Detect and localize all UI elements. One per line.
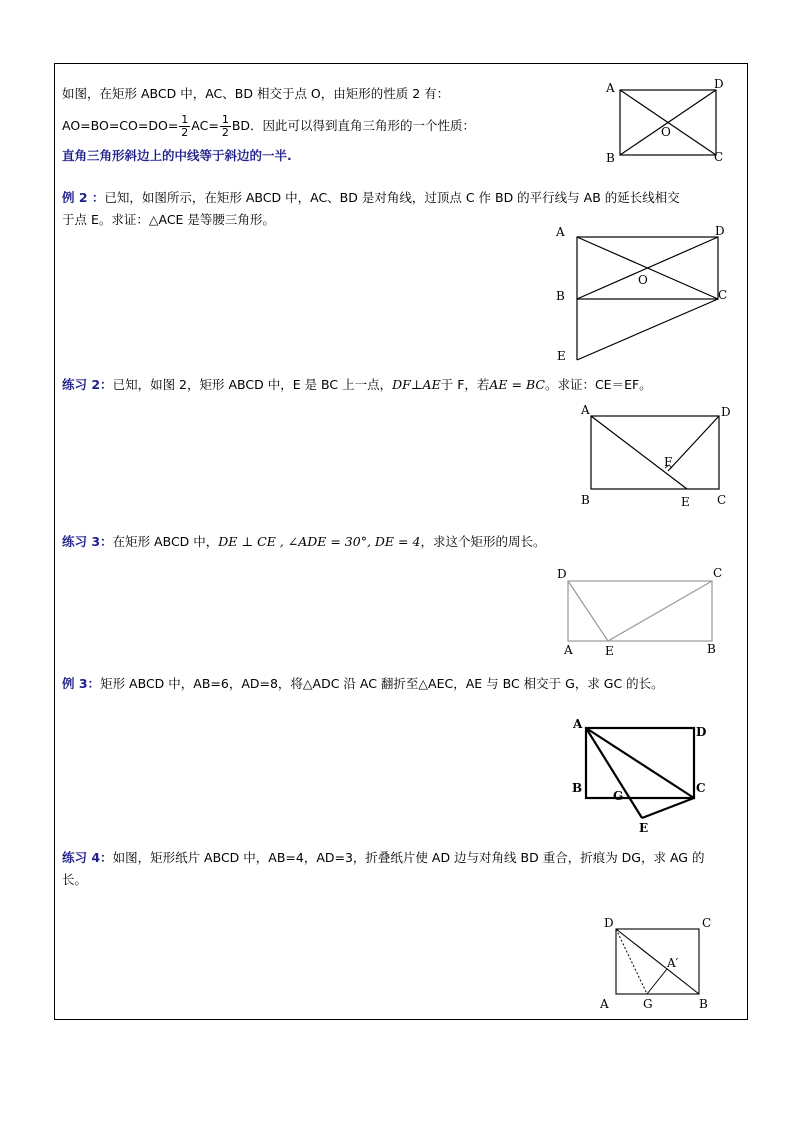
- fig2-label-d: D: [715, 224, 725, 238]
- exercise2-math1: DF⊥AE: [392, 377, 441, 392]
- intro-line2-mid: AC=: [191, 118, 219, 133]
- fig2-label-a: A: [556, 225, 565, 239]
- intro-property: 直角三角形斜边上的中线等于斜边的一半.: [62, 148, 292, 163]
- intro-line2-pre: AO=BO=CO=DO=: [62, 118, 179, 133]
- fig6-label-b: B: [699, 997, 708, 1011]
- fig3-label-d: D: [721, 405, 731, 419]
- example2-label: 例 2 ：: [62, 190, 105, 205]
- exercise3-math: DE ⊥ CE , ∠ADE = 30°, DE = 4: [218, 534, 421, 549]
- exercise3-text-post: ，求这个矩形的周长。: [420, 534, 546, 549]
- fig1-label-d: D: [714, 77, 724, 91]
- fig5-label-d: D: [696, 725, 707, 739]
- figure-rectangle-right-angle: [552, 566, 732, 661]
- exercise4-line1: [62, 847, 704, 869]
- figure-rectangle-extension: [550, 222, 740, 367]
- fig6-label-c: C: [702, 916, 712, 930]
- exercise2-text-mid: 于 F，若: [440, 377, 490, 392]
- example3-label: 例 3：: [62, 676, 101, 691]
- fig6-label-d: D: [604, 916, 614, 930]
- fig5-label-a: A: [573, 717, 583, 731]
- figure-rectangle-perpendicular: [575, 400, 735, 510]
- fig4-label-a: A: [564, 643, 573, 657]
- fig3-label-e: E: [681, 495, 690, 509]
- example3-text: 矩形 ABCD 中，AB=6，AD=8，将△ADC 沿 AC 翻折至△AEC，AE 与 BC 相交于 G，求 GC 的长。: [100, 676, 664, 691]
- exercise2-line: [62, 374, 652, 396]
- fig6-label-a: A: [600, 997, 609, 1011]
- fig4-label-e: E: [605, 644, 614, 658]
- fig1-label-c: C: [714, 150, 724, 164]
- exercise3-label: 练习 3：: [62, 534, 113, 549]
- fig4-label-c: C: [713, 566, 723, 580]
- fig3-label-b: B: [581, 493, 590, 507]
- figure-rectangle-diagonals: [600, 78, 730, 168]
- fig3-label-c: C: [717, 493, 727, 507]
- fig2-label-o: O: [638, 273, 648, 287]
- example2-text1: 已知，如图所示，在矩形 ABCD 中，AC、BD 是对角线，过顶点 C 作 BD 的平行线与 AB 的延长线相交: [104, 190, 680, 205]
- exercise2-label: 练习 2：: [62, 377, 113, 392]
- intro-line2: [62, 113, 475, 139]
- fig1-label-b: B: [606, 151, 615, 165]
- fig2-label-c: C: [718, 288, 728, 302]
- fraction-half-1: $\frac{1}{2}$: [181, 113, 189, 139]
- intro-line1: 如图，在矩形 ABCD 中，AC、BD 相交于点 O，由矩形的性质 2 有：: [62, 86, 450, 101]
- fig5-label-c: C: [696, 781, 706, 795]
- exercise2-math2: AE = BC: [489, 377, 545, 392]
- fig6-label-a-prime: A′: [667, 956, 679, 970]
- fig2-label-b: B: [556, 289, 565, 303]
- example2-line2: 于点 E。求证：△ACE 是等腰三角形。: [62, 212, 275, 227]
- fig6-label-g: G: [643, 997, 653, 1011]
- fig4-label-d: D: [557, 567, 567, 581]
- fig4-label-b: B: [707, 642, 716, 656]
- exercise4-text1: 如图，矩形纸片 ABCD 中，AB=4，AD=3，折叠纸片使 AD 边与对角线 BD 重合，折痕为 DG，求 AG 的: [112, 850, 705, 865]
- fig3-label-f: F: [664, 455, 673, 469]
- figure-rectangle-paper-fold: [595, 912, 725, 1012]
- fig5-label-b: B: [572, 781, 583, 795]
- fig1-label-a: A: [606, 81, 615, 95]
- example3-line: [62, 673, 664, 695]
- exercise2-text-post: 。求证：CE＝EF。: [544, 377, 652, 392]
- exercise2-text-pre: 已知，如图 2，矩形 ABCD 中，E 是 BC 上一点，: [112, 377, 393, 392]
- exercise3-line: [62, 531, 545, 553]
- exercise4-label: 练习 4：: [62, 850, 113, 865]
- exercise4-line2: 长。: [62, 872, 88, 887]
- fraction-half-2: $\frac{1}{2}$: [221, 113, 229, 139]
- exercise3-text-pre: 在矩形 ABCD 中，: [112, 534, 219, 549]
- fig2-label-e: E: [557, 349, 566, 363]
- fig1-label-o: O: [661, 125, 671, 139]
- fig5-label-e: E: [639, 821, 649, 835]
- example2-line1: [62, 187, 680, 209]
- fig5-label-g: G: [613, 789, 624, 803]
- figure-rectangle-fold: [568, 712, 718, 837]
- intro-line2-post: BD．因此可以得到直角三角形的一个性质：: [231, 118, 476, 133]
- fig3-label-a: A: [581, 403, 590, 417]
